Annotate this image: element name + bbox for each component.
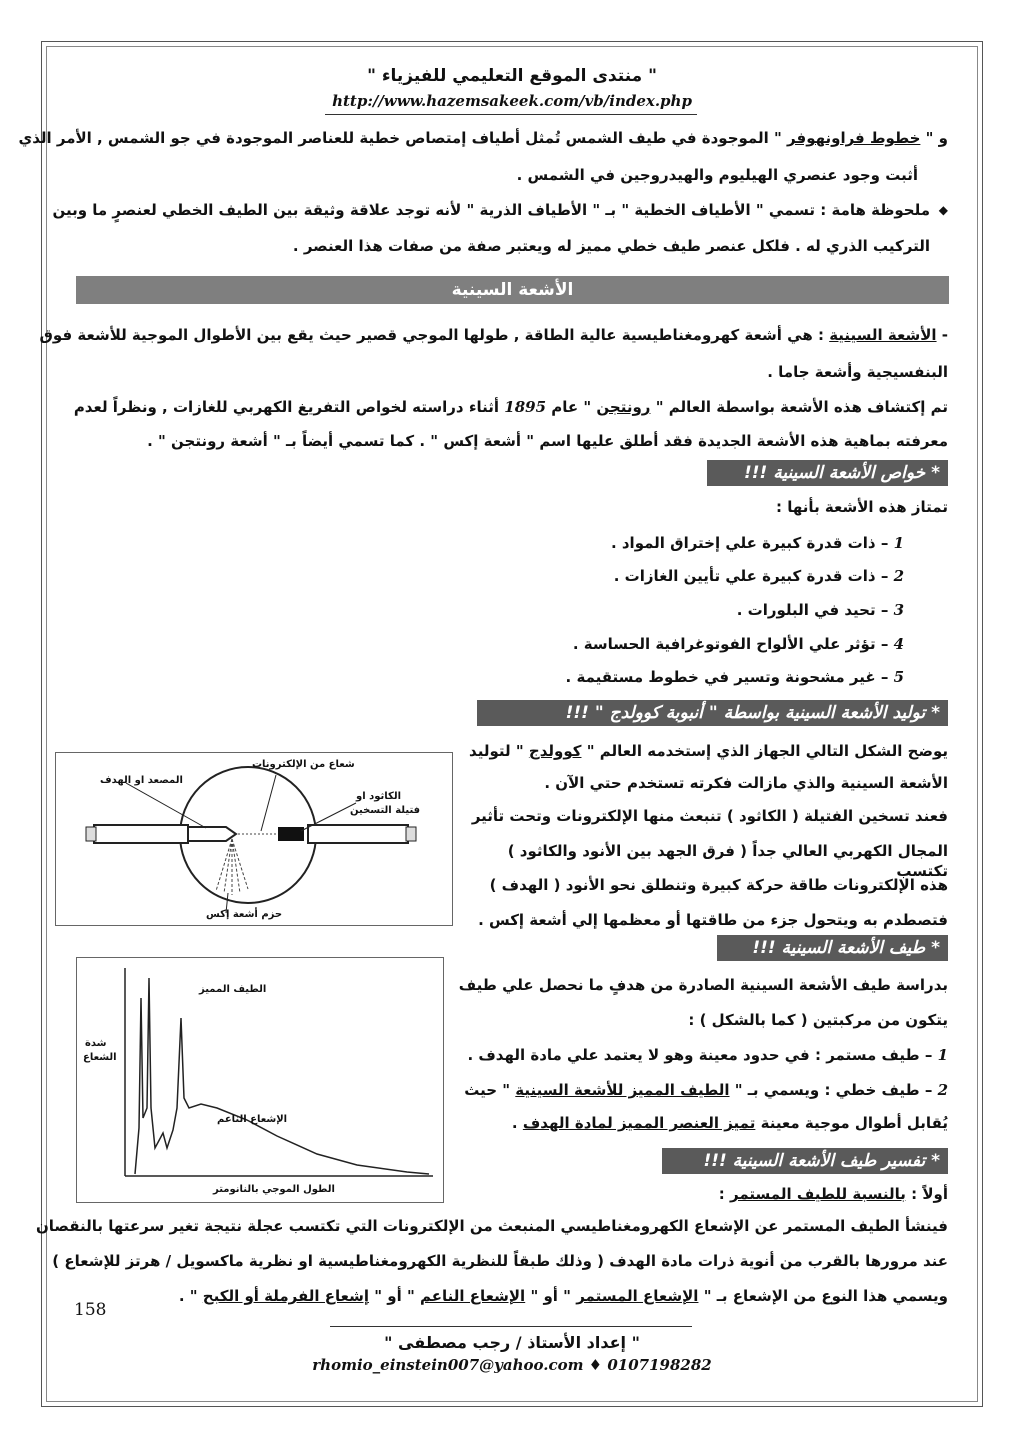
explain-first: أولاً : بالنسبة للطيف المستمر :: [718, 1185, 948, 1203]
xray-spectrum-figure: [76, 957, 444, 1203]
coolidge-line-2: الأشعة السينية والذي مازالت فكرته تستخدم حتي الآن .: [544, 774, 948, 792]
fig-label-cathode-1: الكاثود او: [356, 791, 402, 802]
explain-line-1: فينشأ الطيف المستمر عن الإشعاع الكهرومغناطيسي المنبعث من الإلكترونات التي تكتسب عجلة نتيجة تغير سرعتها بالنقصان: [36, 1217, 948, 1235]
author-contact[interactable]: rhomio_einstein007@yahoo.com ♦ 0107198282: [312, 1356, 712, 1374]
heading-spectrum: * طيف الأشعة السينية !!!: [717, 935, 948, 961]
spectrum-item-1: 1 – طيف مستمر : في حدود معينة وهو لا يعتمد علي مادة الهدف .: [467, 1046, 948, 1064]
fig-label-intensity-2: الشعاع: [83, 1052, 117, 1063]
header-divider: [325, 114, 697, 115]
spectrum-line-3: يُقابل أطوال موجية معينة تميز العنصر المميز لمادة الهدف .: [511, 1114, 948, 1132]
fig-label-soft-radiation: الإشعاع الناعم: [217, 1114, 288, 1125]
spectrum-item-2: 2 – طيف خطي : ويسمي بـ " الطيف المميز للأشعة السينية " حيث: [464, 1081, 948, 1099]
intro-line-1: و " خطوط فراونهوفر " الموجودة في طيف الشمس تُمثل أطياف إمتصاص خطية للعناصر الموجودة في جو الشمس , الأمر الذي: [18, 129, 948, 147]
heading-properties: * خواص الأشعة السينية !!!: [707, 460, 948, 486]
property-item-4: 4 – تؤثر علي الألواح الفوتوغرافية الحساسة .: [572, 635, 904, 653]
fraunhofer-term: خطوط فراونهوفر: [787, 129, 921, 147]
forum-url[interactable]: http://www.hazemsakeek.com/vb/index.php: [332, 92, 692, 110]
fig-label-intensity-1: شدة: [85, 1038, 107, 1049]
fig-label-xray-beams: حزم أشعة إكس: [206, 909, 283, 920]
coolidge-line-5: هذه الإلكترونات طاقة حركة كبيرة وتنطلق نحو الأنود ( الهدف ): [489, 876, 948, 894]
xray-def-line-1: - الأشعة السينية : هي أشعة كهرومغناطيسية عالية الطاقة , طولها الموجي قصير حيث يقع بين الأطوال الموجية للأشعة فوق: [39, 326, 948, 344]
coolidge-line-1: يوضح الشكل التالي الجهاز الذي إستخدمه العالم " كوولدج " لتوليد: [469, 742, 948, 760]
coolidge-tube-figure: [55, 752, 453, 926]
diamond-bullet-icon: ◆: [938, 203, 948, 217]
forum-title: " منتدى الموقع التعليمي للفيزياء ": [367, 66, 657, 86]
fig-label-cathode-2: فتيلة التسخين: [350, 805, 421, 816]
page-number: 158: [74, 1300, 107, 1320]
intro-line-2: أثبت وجود عنصري الهيليوم والهيدروجين في الشمس .: [516, 166, 918, 184]
xray-def-line-2: البنفسيجية وأشعة جاما .: [767, 363, 948, 381]
xray-def-line-4: معرفته بماهية هذه الأشعة الجديدة فقد أطلق عليها اسم " أشعة إكس " . كما تسمي أيضاً بـ " أشعة رونتجن " .: [147, 432, 948, 450]
section-band-xrays: الأشعة السينية: [76, 276, 949, 304]
heading-coolidge: * توليد الأشعة السينية بواسطة " أنبوبة كوولدج " !!!: [477, 700, 948, 726]
coolidge-line-4: المجال الكهربي العالي جداً ( فرق الجهد بين الأنود والكاثود ) تكتسب: [507, 842, 948, 880]
author-credit: " إعداد الأستاذ / رجب مصطفى ": [384, 1333, 640, 1352]
note-line-1: ملحوظة هامة : تسمي " الأطياف الخطية " بـ " الأطياف الذرية " لأنه توجد علاقة وثيقة بين الطيف الخطي لعنصرٍ ما وبين: [52, 201, 930, 219]
fig-label-electron-beam: شعاع من الإلكترونات: [252, 759, 355, 770]
note-line-2: التركيب الذري له . فلكل عنصر طيف خطي مميز له ويعتبر صفة من صفات هذا العنصر .: [292, 237, 930, 255]
fig-label-characteristic: الطيف المميز: [199, 984, 267, 995]
properties-intro: تمتاز هذه الأشعة بأنها :: [776, 498, 948, 516]
explain-line-3: ويسمي هذا النوع من الإشعاع بـ " الإشعاع المستمر " أو " الإشعاع الناعم " أو " إشعاع الفرملة أو الكبح " .: [178, 1287, 948, 1305]
spectrum-line-2: يتكون من مركبتين ( كما بالشكل ) :: [688, 1011, 948, 1029]
spectrum-line-1: بدراسة طيف الأشعة السينية الصادرة من هدفٍ ما نحصل علي طيف: [458, 976, 948, 994]
heading-explanation: * تفسير طيف الأشعة السينية !!!: [662, 1148, 948, 1174]
property-item-2: 2 – ذات قدرة كبيرة علي تأيين الغازات .: [613, 567, 904, 585]
xray-def-line-3: تم إكتشاف هذه الأشعة بواسطة العالم " رونتجن " عام 1895 أثناء دراسته لخواص التفريغ الكهربي للغازات , ونظراً لعدم: [73, 398, 948, 416]
coolidge-line-3: فعند تسخين الفتيلة ( الكاثود ) تنبعث منها الإلكترونات وتحت تأثير: [471, 807, 948, 825]
fig-label-x-axis: الطول الموجي بالنانومتر: [213, 1184, 335, 1195]
property-item-5: 5 – غير مشحونة وتسير في خطوط مستقيمة .: [565, 668, 904, 686]
coolidge-line-6: فتصطدم به ويتحول جزء من طاقتها أو معظمها إلي أشعة إكس .: [478, 911, 948, 929]
property-item-3: 3 – تحيد في البلورات .: [736, 601, 904, 619]
property-item-1: 1 – ذات قدرة كبيرة علي إختراق المواد .: [610, 534, 904, 552]
fig-label-anode: المصعد او الهدف: [100, 775, 183, 786]
footer-divider: [330, 1326, 692, 1327]
xray-term: الأشعة السينية: [829, 326, 937, 344]
explain-line-2: عند مرورها بالقرب من أنوية ذرات مادة الهدف ( وذلك طبقاً للنظرية الكهرومغناطيسية او نظرية ماكسويل / هرتز للإشعاع ): [52, 1252, 948, 1270]
